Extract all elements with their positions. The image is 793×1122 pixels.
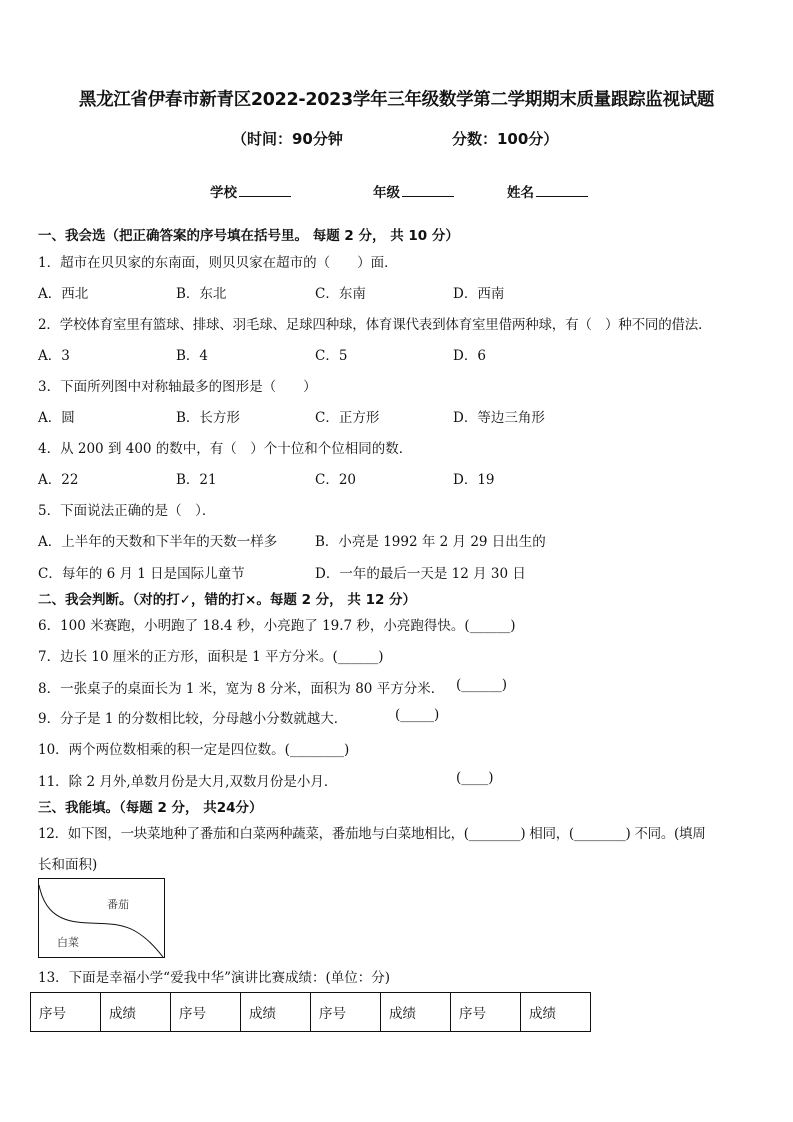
- header-cell-score: 成绩: [381, 993, 451, 1032]
- q3-option-d: D．等边三角形: [453, 410, 545, 426]
- q5-option-a: A．上半年的天数和下半年的天数一样多: [38, 534, 278, 550]
- school-blank[interactable]: [239, 182, 291, 197]
- q1-option-b: B．东北: [176, 286, 227, 302]
- question-13: 13．下面是幸福小学“爱我中华”演讲比赛成绩：(单位：分): [38, 970, 391, 986]
- header-cell-number: 序号: [31, 993, 101, 1032]
- q1-option-a: A．西北: [38, 286, 89, 302]
- question-12-line-2: 长和面积): [38, 857, 98, 873]
- q2-option-a: A．3: [38, 348, 70, 364]
- school-field[interactable]: [210, 181, 291, 201]
- q5-option-c: C．每年的 6 月 1 日是国际儿童节: [38, 566, 245, 582]
- question-4: 4．从 200 到 400 的数中，有（ ）个十位和个位相同的数．: [38, 441, 413, 457]
- header-cell-number: 序号: [311, 993, 381, 1032]
- table-row: [31, 993, 591, 1032]
- section-2-heading: 二、我会判断。（对的打✓，错的打×。每题 2 分， 共 12 分）: [38, 592, 417, 608]
- question-2: 2．学校体育室里有篮球、排球、羽毛球、足球四种球，体育课代表到体育室里借两种球，有（ ）种不同的借法．: [38, 317, 712, 333]
- name-field[interactable]: [507, 181, 588, 201]
- exam-score: 分数：100分）: [452, 130, 559, 148]
- question-6: 6．100 米赛跑，小明跑了 18.4 秒，小亮跑了 19.7 秒，小亮跑得快。(______): [38, 618, 516, 634]
- header-cell-score: 成绩: [101, 993, 171, 1032]
- q8-answer-blank[interactable]: (______): [456, 677, 508, 693]
- q4-option-c: C．20: [315, 472, 357, 488]
- q2-option-c: C．5: [315, 348, 348, 364]
- header-cell-score: 成绩: [521, 993, 591, 1032]
- q2-option-d: D．6: [453, 348, 486, 364]
- score-table: [30, 992, 591, 1032]
- vegetable-plot-figure: [38, 878, 165, 958]
- q11-answer-blank[interactable]: (____): [456, 770, 494, 786]
- question-7: 7．边长 10 厘米的正方形，面积是 1 平方分米。(______): [38, 649, 384, 665]
- name-blank[interactable]: [536, 182, 588, 197]
- grade-field[interactable]: [373, 181, 454, 201]
- q3-option-c: C．正方形: [315, 410, 380, 426]
- exam-time: （时间：90分钟: [232, 130, 343, 148]
- q4-option-a: A．22: [38, 472, 79, 488]
- q1-option-d: D．西南: [453, 286, 505, 302]
- question-10: 10．两个两位数相乘的积一定是四位数。(________): [38, 742, 350, 758]
- q5-option-d: D．一年的最后一天是 12 月 30 日: [315, 566, 526, 582]
- q9-answer-blank[interactable]: (_____): [395, 707, 440, 723]
- section-3-heading: 三、我能填。（每题 2 分， 共24分）: [38, 800, 263, 816]
- school-label: 学校: [210, 185, 237, 201]
- q2-option-b: B．4: [176, 348, 209, 364]
- question-9: 9．分子是 1 的分数相比较，分母越小分数就越大．: [38, 711, 348, 727]
- header-cell-score: 成绩: [241, 993, 311, 1032]
- name-label: 姓名: [507, 185, 534, 201]
- question-11: 11．除 2 月外,单数月份是大月,双数月份是小月．: [38, 774, 338, 790]
- grade-label: 年级: [373, 185, 400, 201]
- q4-option-d: D．19: [453, 472, 495, 488]
- grade-blank[interactable]: [402, 182, 454, 197]
- question-12-line-1: 12．如下图，一块菜地种了番茄和白菜两种蔬菜，番茄地与白菜地相比，(________) 相同，(________) 不同。(填周: [38, 826, 706, 842]
- q3-option-a: A．圆: [38, 410, 75, 426]
- tomato-label: 番茄: [107, 898, 129, 911]
- q3-option-b: B．长方形: [176, 410, 240, 426]
- header-cell-number: 序号: [451, 993, 521, 1032]
- question-3: 3．下面所列图中对称轴最多的图形是（ ）: [38, 379, 317, 395]
- section-1-heading: 一、我会选（把正确答案的序号填在括号里。 每题 2 分， 共 10 分）: [38, 228, 459, 244]
- q5-option-b: B．小亮是 1992 年 2 月 29 日出生的: [315, 534, 546, 550]
- question-8: 8．一张桌子的桌面长为 1 米，宽为 8 分米，面积为 80 平方分米．: [38, 681, 445, 697]
- cabbage-label: 白菜: [57, 936, 79, 949]
- question-5: 5．下面说法正确的是（ ）．: [38, 503, 216, 519]
- q1-option-c: C．东南: [315, 286, 366, 302]
- q4-option-b: B．21: [176, 472, 217, 488]
- header-cell-number: 序号: [171, 993, 241, 1032]
- question-1: 1．超市在贝贝家的东南面，则贝贝家在超市的（ ）面．: [38, 255, 398, 271]
- page-title: 黑龙江省伊春市新青区2022-2023学年三年级数学第二学期期末质量跟踪监视试题: [78, 90, 715, 110]
